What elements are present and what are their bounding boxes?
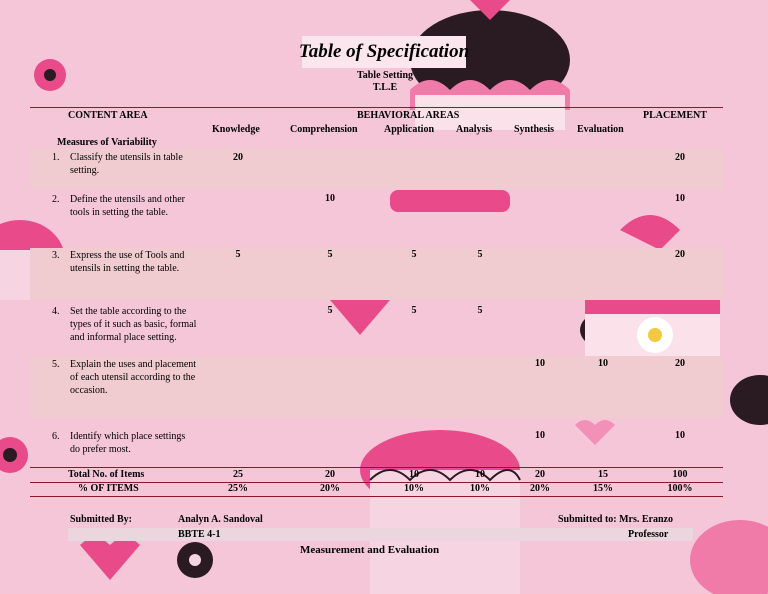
column-comprehension: Comprehension	[290, 124, 358, 135]
header-placement: PLACEMENT	[643, 110, 707, 121]
column-evaluation: Evaluation	[577, 124, 624, 135]
percent-application: 10%	[404, 483, 424, 494]
row2-placement: 10	[675, 193, 685, 204]
page-title: Table of Specification	[298, 41, 470, 62]
column-analysis: Analysis	[456, 124, 493, 135]
row3-placement: 20	[675, 249, 685, 260]
totals-label: Total No. of Items	[68, 469, 145, 480]
column-knowledge: Knowledge	[212, 124, 260, 135]
row3-knowledge: 5	[235, 249, 241, 260]
subtitle-tle: T.L.E	[372, 82, 398, 93]
total-placement: 100	[672, 469, 688, 480]
submitted-by-label: Submitted By:	[70, 514, 132, 525]
row4-application: 5	[411, 305, 417, 316]
row1-knowledge: 20	[233, 152, 243, 163]
subtitle-table-setting: Table Setting	[356, 70, 414, 81]
total-knowledge: 25	[233, 469, 243, 480]
submitted-to-title: Professor	[628, 529, 669, 540]
row6-placement: 10	[675, 430, 685, 441]
percent-label: % OF ITEMS	[78, 483, 139, 494]
row5-synthesis: 10	[535, 358, 545, 369]
row3-comprehension: 5	[327, 249, 333, 260]
header-rule	[30, 107, 723, 108]
row5-evaluation: 10	[598, 358, 608, 369]
content-item-1: 1. Classify the utensils in table setting.	[52, 152, 183, 176]
submitted-to: Submitted to: Mrs. Eranzo	[558, 514, 673, 525]
content-item-5: 5. Explain the uses and placement of each utensil according to the occasion.	[52, 359, 197, 396]
row4-analysis: 5	[477, 305, 483, 316]
row1-placement: 20	[675, 152, 685, 163]
row3-analysis: 5	[477, 249, 483, 260]
totals-top-rule	[30, 467, 723, 468]
row2-comprehension: 10	[325, 193, 335, 204]
course-name: Measurement and Evaluation	[300, 544, 440, 556]
header-behavioral-areas: BEHAVIORAL AREAS	[357, 110, 460, 121]
total-application: 10	[409, 469, 419, 480]
title-box	[298, 36, 470, 68]
row3-application: 5	[411, 249, 417, 260]
row4-comprehension: 5	[327, 305, 333, 316]
row6-synthesis: 10	[535, 430, 545, 441]
content-item-4: 4. Set the table according to the types of it such as basic, formal and informal place setting.	[52, 306, 197, 343]
section-title: Measures of Variability	[57, 137, 157, 148]
content-item-2: 2. Define the utensils and other tools in setting the table.	[52, 194, 185, 218]
content-item-6: 6. Identify which place settings do prefer most.	[52, 431, 186, 455]
percent-bottom-rule	[30, 496, 723, 497]
row5-placement: 20	[675, 358, 685, 369]
percent-comprehension: 20%	[320, 483, 340, 494]
percent-evaluation: 15%	[593, 483, 613, 494]
content-item-3: 3. Express the use of Tools and utensils in setting the table.	[52, 250, 185, 274]
total-comprehension: 20	[325, 469, 335, 480]
total-analysis: 10	[475, 469, 485, 480]
submitted-by-section: BBTE 4-1	[178, 529, 221, 540]
header-content-area: CONTENT AREA	[68, 110, 148, 121]
total-evaluation: 15	[598, 469, 608, 480]
column-application: Application	[384, 124, 435, 135]
percent-synthesis: 20%	[530, 483, 550, 494]
percent-analysis: 10%	[470, 483, 490, 494]
percent-knowledge: 25%	[228, 483, 248, 494]
total-synthesis: 20	[535, 469, 545, 480]
footer-band	[68, 528, 693, 541]
column-synthesis: Synthesis	[514, 124, 555, 135]
submitted-by-name: Analyn A. Sandoval	[178, 514, 263, 525]
percent-placement: 100%	[667, 483, 693, 494]
